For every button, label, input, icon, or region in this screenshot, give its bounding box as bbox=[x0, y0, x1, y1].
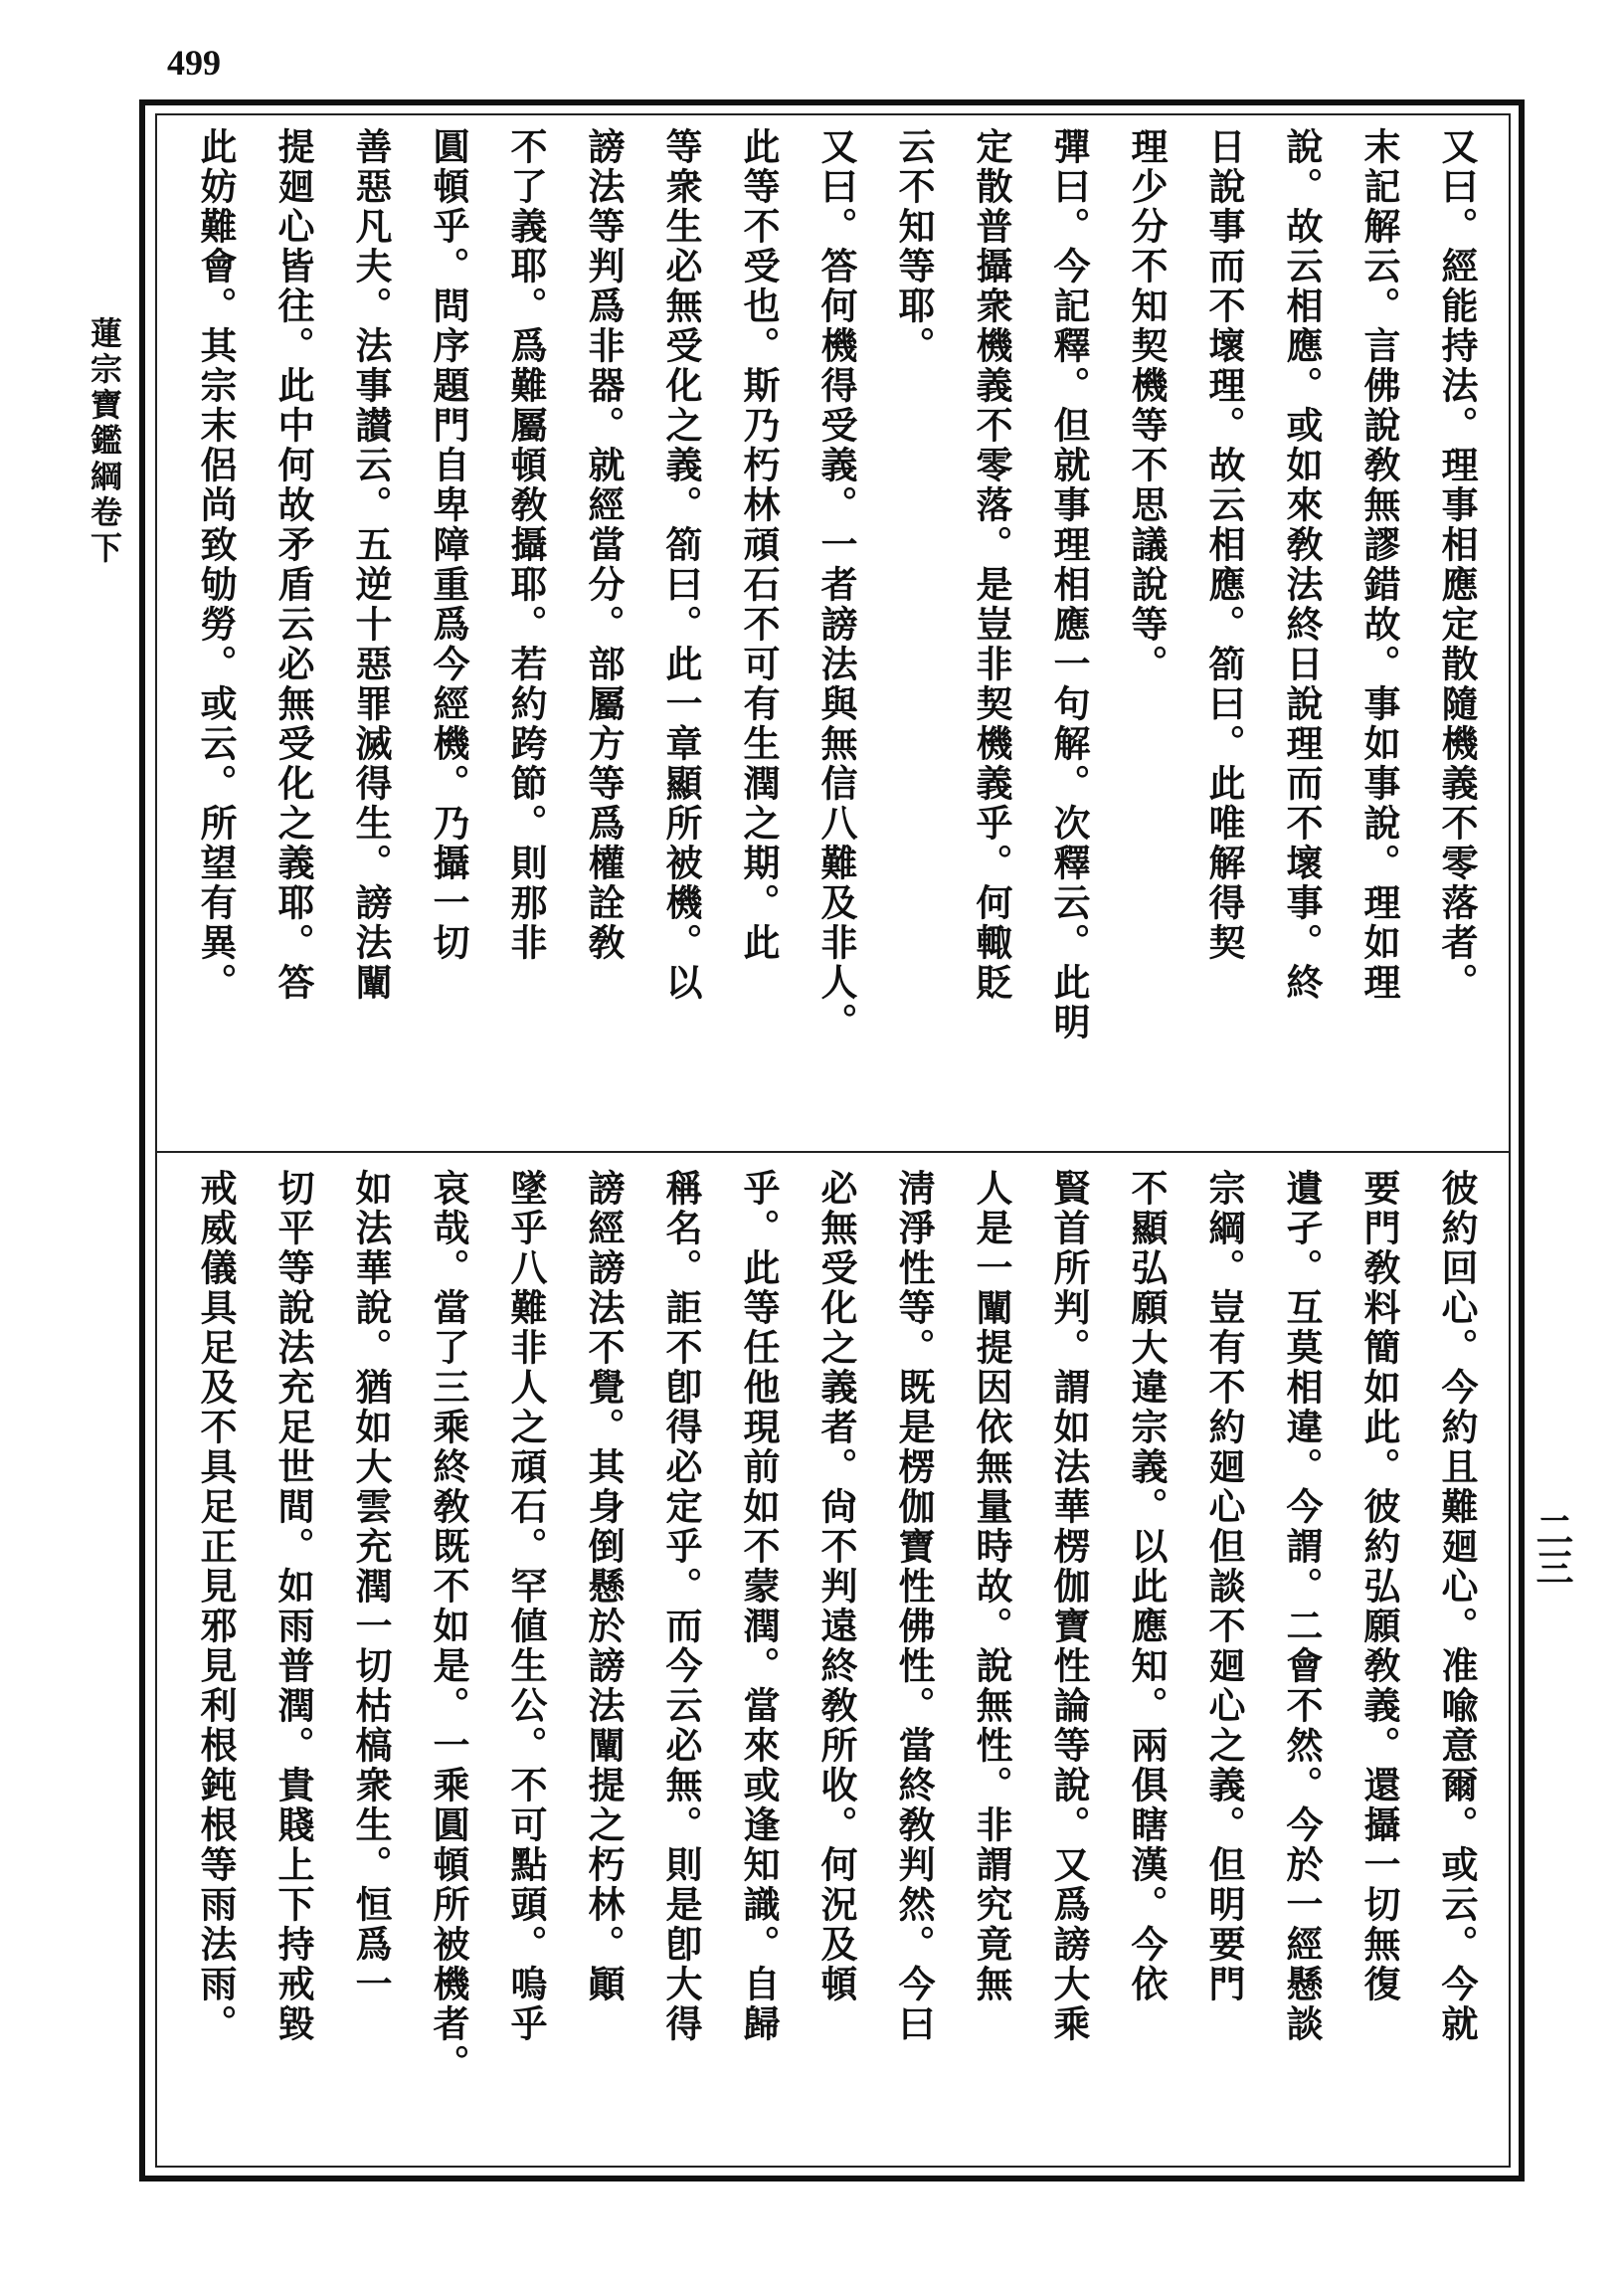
text-column: 淸淨性等。既是楞伽寶性佛性。當終敎判然。今曰 bbox=[892, 1169, 936, 2044]
text-column: 善惡凡夫。法事讃云。五逆十惡罪滅得生。謗法闡 bbox=[349, 127, 393, 1003]
upper-panel bbox=[185, 127, 1488, 1132]
text-column: 戒威儀具足及不具足正見邪見利根鈍根等雨法雨。 bbox=[194, 1169, 238, 2044]
text-column: 圓頓乎。問序題門自卑障重爲今經機。乃攝一切 bbox=[427, 127, 470, 963]
text-column: 人是一闡提因依無量時故。說無性。非謂究竟無 bbox=[970, 1169, 1013, 2004]
text-column: 如法華說。猶如大雲充潤一切枯槁衆生。恒爲一 bbox=[349, 1169, 393, 2004]
text-column: 末記解云。言佛說敎無謬錯故。事如事說。理如理 bbox=[1357, 127, 1401, 1003]
text-column: 必無受化之義者。尙不判遠終敎所收。何況及頓 bbox=[814, 1169, 858, 2004]
text-column: 此等不受也。斯乃朽林頑石不可有生潤之期。此 bbox=[737, 127, 781, 963]
text-column: 此妨難會。其宗末侶尚致劬勞。或云。所望有異。 bbox=[194, 127, 238, 1003]
text-column: 切平等說法充足世間。如雨普潤。貴賤上下持戒毀 bbox=[271, 1169, 315, 2044]
text-column: 要門敎料簡如此。彼約弘願敎義。還攝一切無復 bbox=[1357, 1169, 1401, 2004]
text-column: 乎。此等任他現前如不蒙潤。當來或逢知識。自歸 bbox=[737, 1169, 781, 2044]
folio-number: 二三 bbox=[1530, 1510, 1574, 1586]
text-column: 稱名。詎不卽得必定乎。而今云必無。則是卽大得 bbox=[659, 1169, 703, 2044]
running-title: 蓮宗寶鑑綱卷下 bbox=[86, 316, 123, 567]
page-number: 499 bbox=[167, 43, 221, 83]
text-column: 不顯弘願大違宗義。以此應知。兩俱瞎漢。今依 bbox=[1125, 1169, 1169, 2004]
lower-panel bbox=[185, 1169, 1488, 2154]
text-column: 定散普攝衆機義不零落。是豈非契機義乎。何輙貶 bbox=[970, 127, 1013, 1003]
text-column: 遺孑。互莫相違。今謂。二會不然。今於一經懸談 bbox=[1280, 1169, 1324, 2044]
text-column: 哀哉。當了三乘終敎既不如是。一乘圓頓所被機者。 bbox=[427, 1169, 470, 2084]
text-column: 賢首所判。謂如法華楞伽寶性論等說。又爲謗大乘 bbox=[1047, 1169, 1091, 2044]
text-column: 等衆生必無受化之義。箚曰。此一章顯所被機。以 bbox=[659, 127, 703, 1003]
text-column: 墜乎八難非人之頑石。罕値生公。不可點頭。嗚乎 bbox=[504, 1169, 548, 2044]
text-column: 謗經謗法不覺。其身倒懸於謗法闡提之朽林。顚 bbox=[582, 1169, 626, 2004]
text-column: 彼約回心。今約且難廻心。准喩意爾。或云。今就 bbox=[1435, 1169, 1479, 2044]
text-column: 又曰。經能持法。理事相應定散隨機義不零落者。 bbox=[1435, 127, 1479, 1003]
text-column: 宗綱。豈有不約廻心但談不廻心之義。但明要門 bbox=[1202, 1169, 1246, 2004]
text-column: 日說事而不壞理。故云相應。箚曰。此唯解得契 bbox=[1202, 127, 1246, 963]
text-column: 又曰。答何機得受義。一者謗法與無信八難及非人。 bbox=[814, 127, 858, 1043]
text-column: 彈曰。今記釋。但就事理相應一句解。次釋云。此明 bbox=[1047, 127, 1091, 1043]
text-column: 理少分不知契機等不思議說等。 bbox=[1125, 127, 1169, 684]
text-column: 提廻心皆往。此中何故矛盾云必無受化之義耶。答 bbox=[271, 127, 315, 1003]
text-column: 謗法等判爲非器。就經當分。部屬方等爲權詮敎 bbox=[582, 127, 626, 963]
text-column: 說。故云相應。或如來敎法終日說理而不壞事。終 bbox=[1280, 127, 1324, 1003]
panel-divider bbox=[155, 1151, 1511, 1153]
text-column: 不了義耶。爲難屬頓敎攝耶。若約跨節。則那非 bbox=[504, 127, 548, 963]
text-column: 云不知等耶。 bbox=[892, 127, 936, 366]
